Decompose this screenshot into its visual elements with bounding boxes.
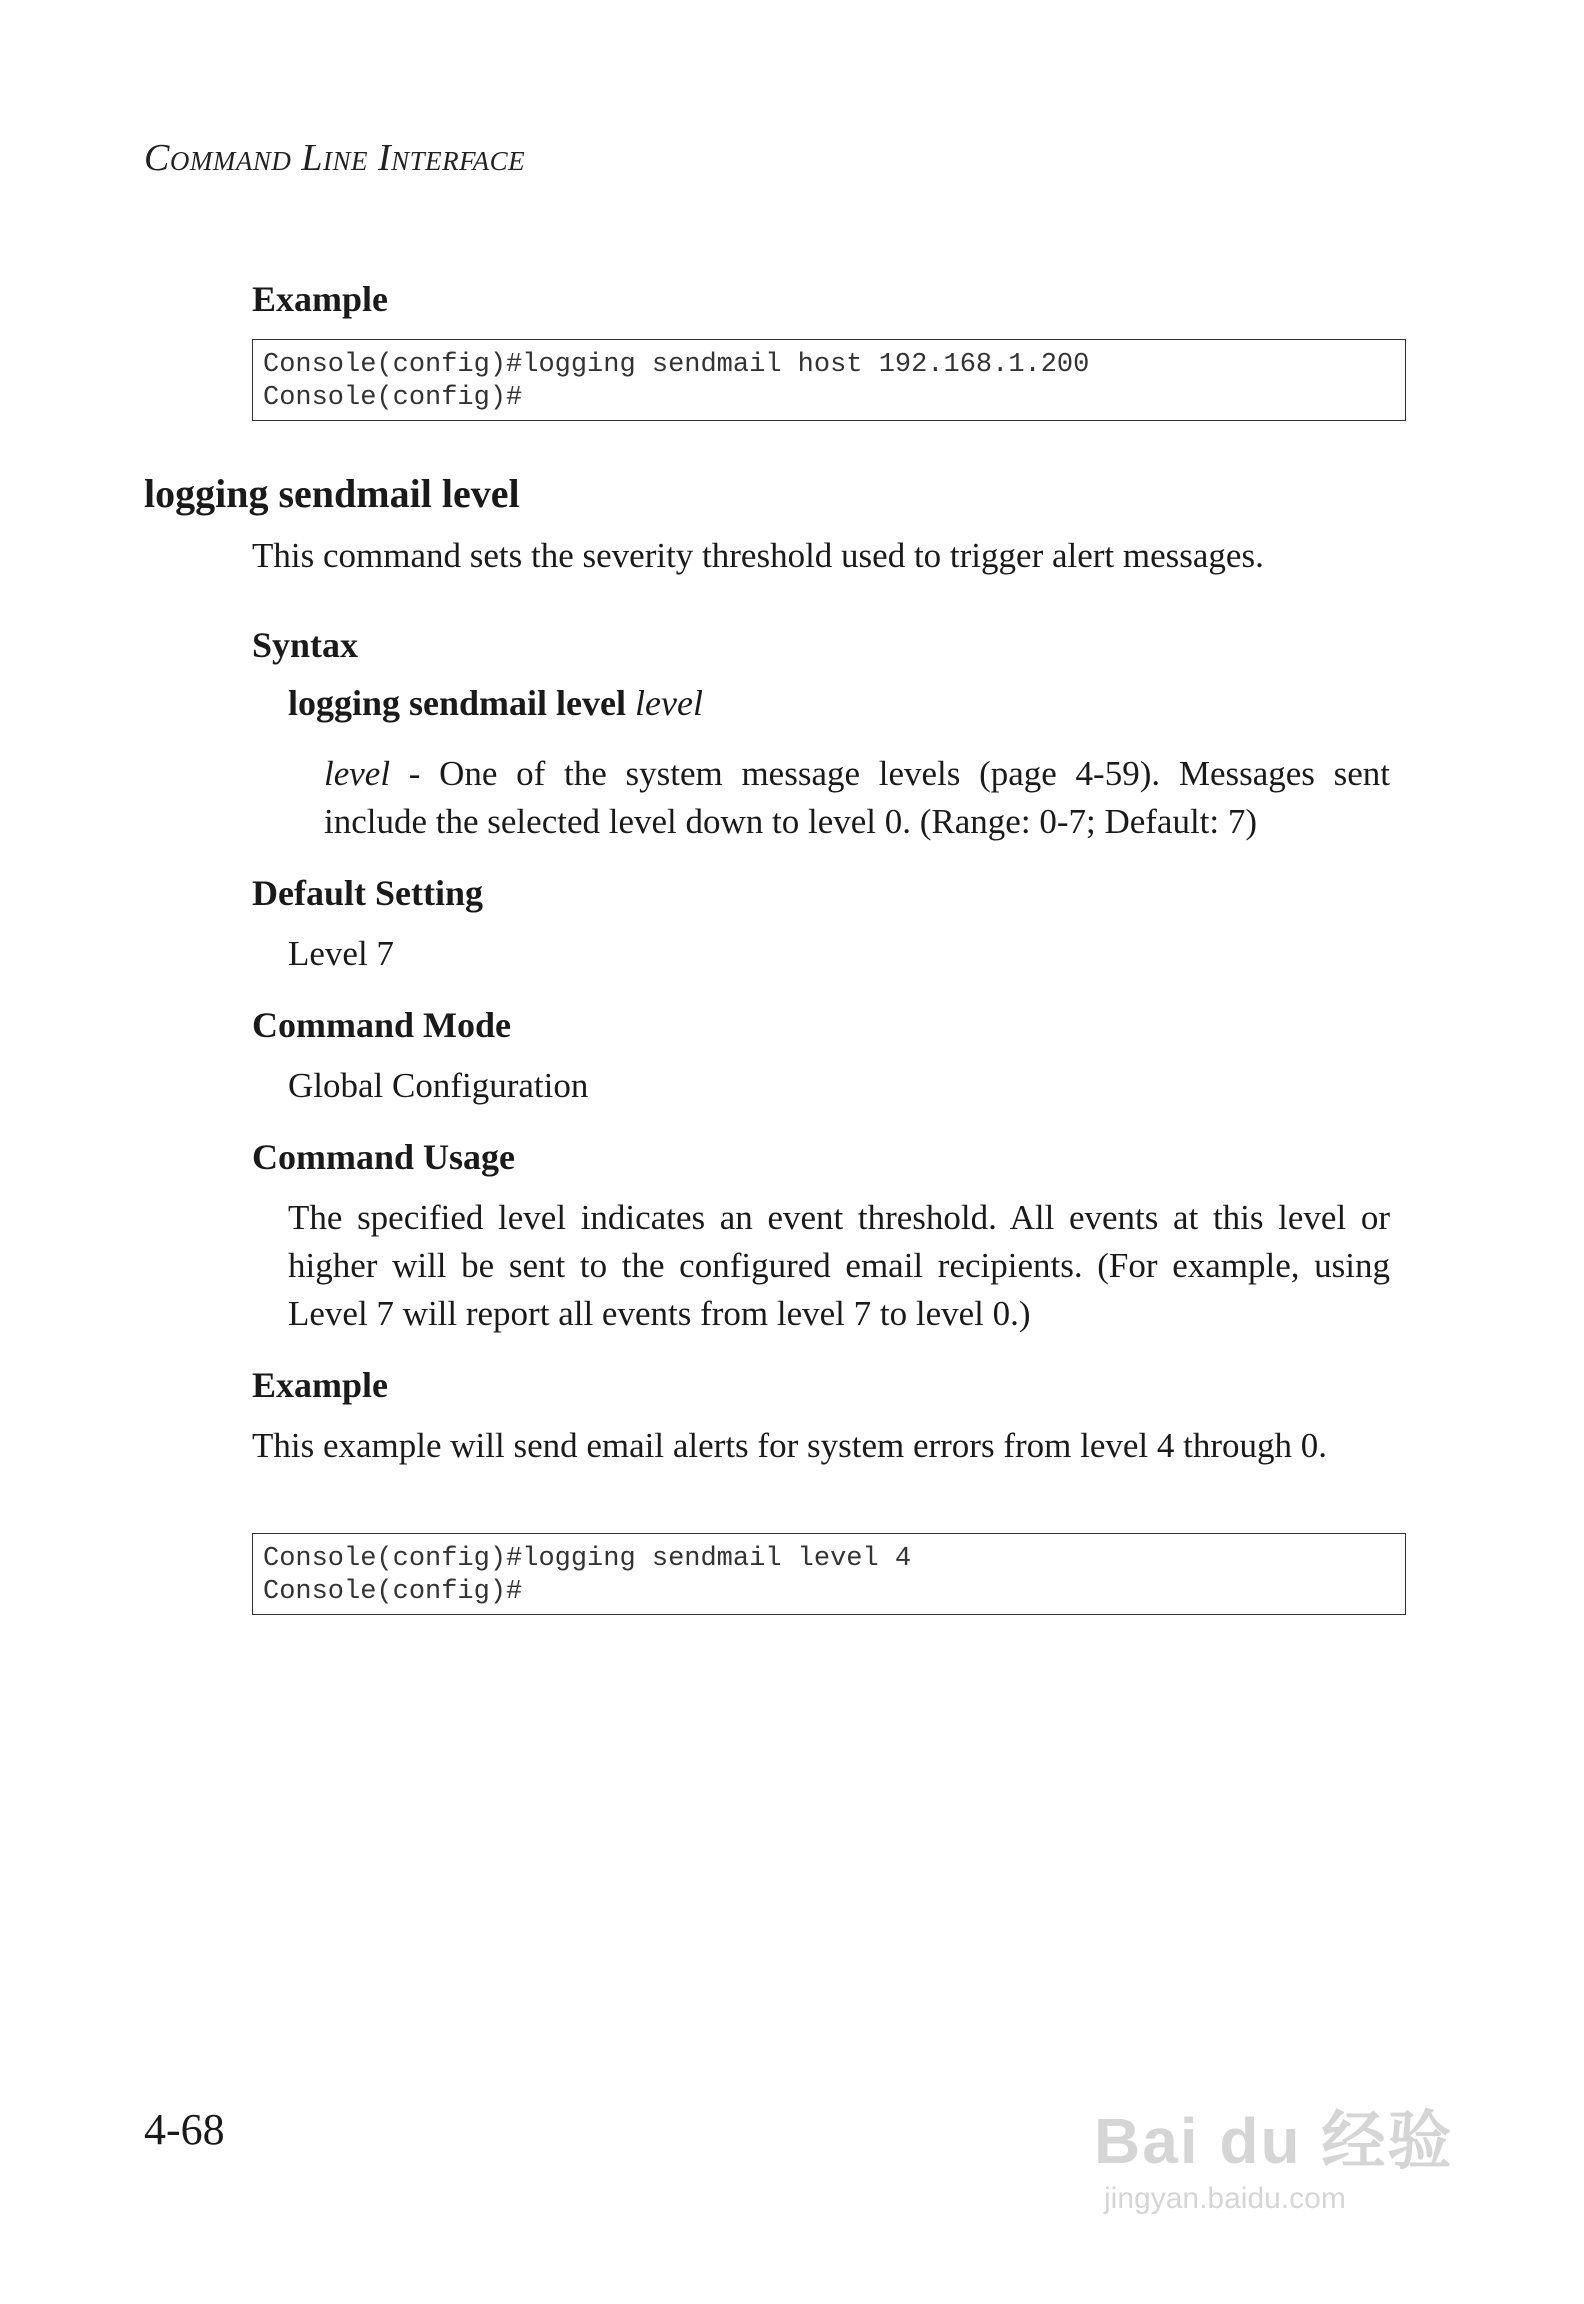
command-title: logging sendmail level: [144, 471, 520, 516]
code-block-2: [252, 1533, 1406, 1615]
running-header: Command Line Interface: [144, 137, 526, 179]
example-text: This example will send email alerts for system errors from level 4 through 0.: [252, 1426, 1328, 1465]
parameter-name: level: [324, 754, 391, 793]
page-number: 4-68: [144, 2105, 225, 2154]
syntax-line: [288, 682, 703, 724]
baidu-watermark: [1094, 2090, 1474, 2260]
watermark-url: jingyan.baidu.com: [1104, 2182, 1346, 2215]
watermark-logo-text: Bai du 经验: [1094, 2105, 1454, 2177]
command-description: This command sets the severity threshold used to trigger alert messages.: [252, 536, 1264, 575]
parameter-description: [324, 750, 1390, 846]
code-line: Console(config)#: [263, 383, 523, 413]
code-line: Console(config)#: [263, 1577, 523, 1607]
default-setting-value: Level 7: [288, 934, 394, 973]
example-heading-1: Example: [252, 279, 389, 319]
syntax-command: logging sendmail level: [288, 683, 627, 723]
code-line: Console(config)#logging sendmail level 4: [263, 1544, 912, 1574]
command-usage-heading: Command Usage: [252, 1137, 516, 1177]
command-mode-heading: Command Mode: [252, 1005, 511, 1045]
syntax-parameter: level: [635, 683, 703, 723]
code-block-1: [252, 339, 1406, 421]
parameter-text: - One of the system message levels (page 4-59). Messages sent include the selected level down to level 0. (Range: 0-7; Default: 7): [324, 754, 1390, 841]
syntax-heading: Syntax: [252, 625, 359, 665]
command-mode-value: Global Configuration: [288, 1066, 589, 1105]
default-setting-heading: Default Setting: [252, 873, 483, 913]
code-line: Console(config)#logging sendmail host 192.168.1.200: [263, 350, 1090, 380]
example-heading-2: Example: [252, 1365, 389, 1405]
command-usage-text: The specified level indicates an event threshold. All events at this level or higher will be sent to the configured email recipients. (For example, using Level 7 will report all events from level 7 to level 0.): [288, 1198, 1390, 1333]
